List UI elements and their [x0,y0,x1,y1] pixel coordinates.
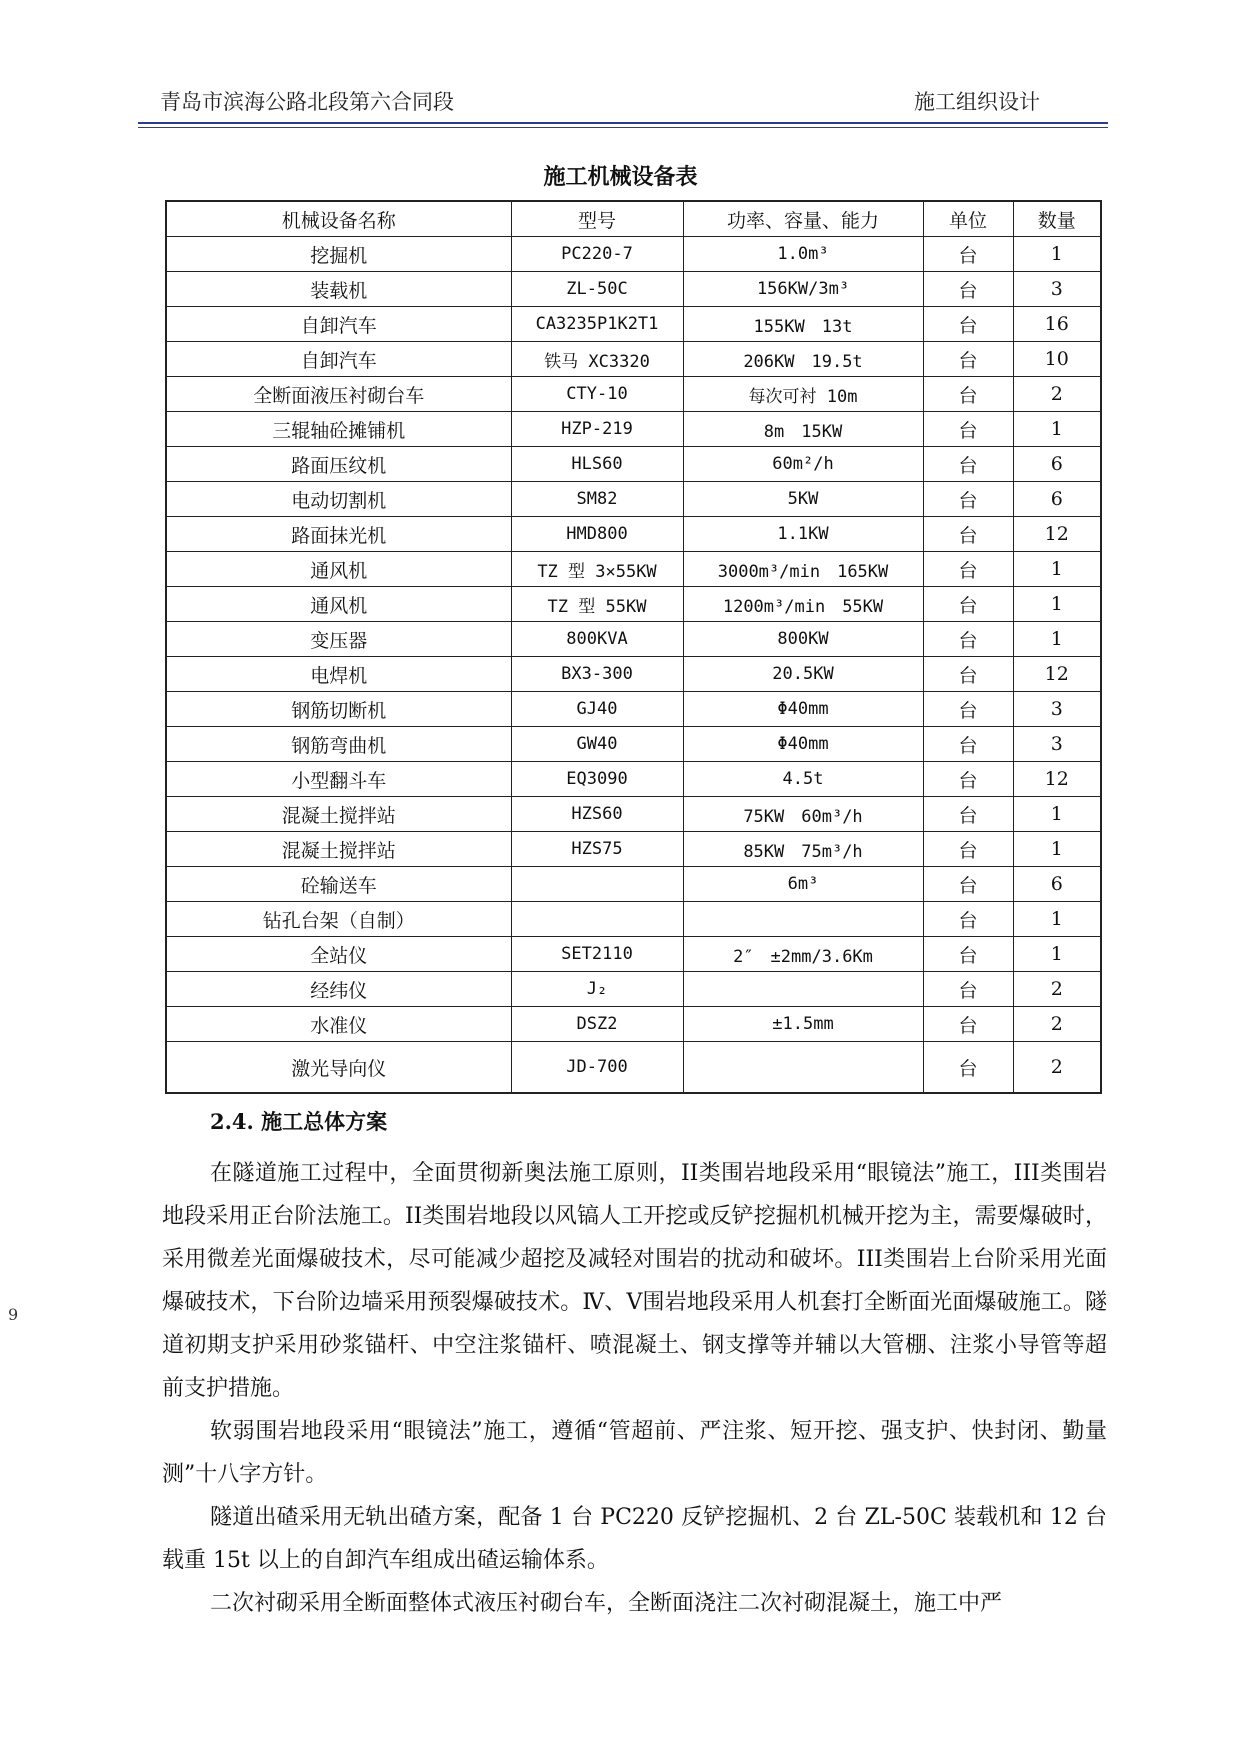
header-doc-type: 施工组织设计 [914,90,1040,114]
table-cell: 混凝土搅拌站 [166,832,511,867]
table-row [166,972,1101,1007]
table-cell: 2 [1013,1007,1101,1042]
table-row [166,587,1101,622]
table-cell: 台 [923,692,1013,727]
table-cell: EQ3090 [511,762,683,797]
table-cell [683,972,923,1007]
table-cell: 6m³ [683,867,923,902]
table-cell: 1 [1013,797,1101,832]
table-cell: Φ40mm [683,727,923,762]
table-cell: 75KW 60m³/h [683,797,923,832]
table-row [166,447,1101,482]
table-row [166,342,1101,377]
header-rule-thin [138,127,1108,128]
table-row [166,832,1101,867]
table-cell: 台 [923,587,1013,622]
table-cell: 8m 15KW [683,412,923,447]
table-cell: 10 [1013,342,1101,377]
table-cell: 12 [1013,517,1101,552]
table-cell: 60m²/h [683,447,923,482]
table-row [166,1007,1101,1042]
table-cell: 台 [923,762,1013,797]
table-cell: 台 [923,272,1013,307]
table-cell: 1 [1013,412,1101,447]
table-cell: 路面抹光机 [166,517,511,552]
table-cell: 台 [923,1007,1013,1042]
table-cell: 自卸汽车 [166,307,511,342]
column-header: 数量 [1013,201,1101,237]
table-cell: 12 [1013,762,1101,797]
table-cell: 1200m³/min 55KW [683,587,923,622]
column-header: 机械设备名称 [166,201,511,237]
section-heading: 2.4. 施工总体方案 [210,1109,388,1134]
table-cell: 台 [923,552,1013,587]
table-cell: 台 [923,727,1013,762]
table-row [166,692,1101,727]
table-cell: 台 [923,307,1013,342]
table-cell: 155KW 13t [683,307,923,342]
table-cell: 台 [923,867,1013,902]
table-cell: 800KW [683,622,923,657]
table-cell: 激光导向仪 [166,1042,511,1094]
table-cell: 1 [1013,902,1101,937]
table-cell: 台 [923,237,1013,272]
table-row [166,727,1101,762]
table-cell: TZ 型 3×55KW [511,552,683,587]
table-cell [683,1042,923,1094]
table-cell: 1 [1013,937,1101,972]
table-cell: 6 [1013,482,1101,517]
table-cell: 1.0m³ [683,237,923,272]
table-cell: CA3235P1K2T1 [511,307,683,342]
equipment-table [165,200,1102,1094]
table-cell: 路面压纹机 [166,447,511,482]
table-cell: 3 [1013,692,1101,727]
table-cell: 台 [923,342,1013,377]
table-cell: DSZ2 [511,1007,683,1042]
column-header: 型号 [511,201,683,237]
table-cell: 1 [1013,832,1101,867]
table-cell: 经纬仪 [166,972,511,1007]
table-cell: 4.5t [683,762,923,797]
table-cell: 156KW/3m³ [683,272,923,307]
table-cell: 钢筋弯曲机 [166,727,511,762]
table-cell: 三辊轴砼摊铺机 [166,412,511,447]
table-cell: 16 [1013,307,1101,342]
table-cell: 2 [1013,1042,1101,1094]
table-cell: 台 [923,797,1013,832]
paragraph: 二次衬砌采用全断面整体式液压衬砌台车，全断面浇注二次衬砌混凝土，施工中严 [210,1591,1003,1616]
paragraph: 在隧道施工过程中，全面贯彻新奥法施工原则，II类围岩地段采用“眼镜法”施工，III类围岩地段采用正台阶法施工。II类围岩地段以风镐人工开挖或反铲挖掘机机械开挖为主，需要爆破时，采用微差光面爆破技术，尽可能减少超挖及减轻对围岩的扰动和破坏。III类围岩上台阶采用光面爆破技术，下台阶边墙采用预裂爆破技术。Ⅳ、Ⅴ围岩地段采用人机套打全断面光面爆破施工。隧道初期支护采用砂浆锚杆、中空注浆锚杆、喷混凝土、钢支撑等并辅以大管棚、注浆小导管等超前支护措施。 [162,1161,1107,1401]
table-cell: 台 [923,972,1013,1007]
table-cell: 800KVA [511,622,683,657]
table-cell: 2 [1013,972,1101,1007]
paragraph: 隧道出碴采用无轨出碴方案，配备 1 台 PC220 反铲挖掘机、2 台 ZL-50C 装载机和 12 台载重 15t 以上的自卸汽车组成出碴运输体系。 [162,1505,1107,1573]
table-cell [511,902,683,937]
table-cell: 装载机 [166,272,511,307]
table-cell: Φ40mm [683,692,923,727]
table-cell: HZS60 [511,797,683,832]
table-cell: J₂ [511,972,683,1007]
table-cell: 混凝土搅拌站 [166,797,511,832]
table-cell: HZP-219 [511,412,683,447]
table-cell: 12 [1013,657,1101,692]
table-cell: 台 [923,482,1013,517]
table-cell: 1 [1013,622,1101,657]
table-cell: 台 [923,937,1013,972]
table-row [166,237,1101,272]
table-row [166,377,1101,412]
table-cell: 6 [1013,867,1101,902]
table-row [166,272,1101,307]
table-cell: PC220-7 [511,237,683,272]
table-cell: 电动切割机 [166,482,511,517]
table-cell: SET2110 [511,937,683,972]
table-cell: 1 [1013,552,1101,587]
table-row [166,412,1101,447]
table-cell: 台 [923,377,1013,412]
table-row [166,552,1101,587]
table-cell: 台 [923,832,1013,867]
table-cell: 6 [1013,447,1101,482]
header-rule-thick [138,122,1108,124]
table-header-row [166,201,1101,237]
table-cell: 通风机 [166,587,511,622]
table-cell: HZS75 [511,832,683,867]
table-cell: 206KW 19.5t [683,342,923,377]
table-cell: ±1.5mm [683,1007,923,1042]
table-row [166,307,1101,342]
table-cell: TZ 型 55KW [511,587,683,622]
table-cell: 85KW 75m³/h [683,832,923,867]
table-cell: 3 [1013,272,1101,307]
table-row [166,902,1101,937]
table-row [166,797,1101,832]
table-cell: 3000m³/min 165KW [683,552,923,587]
table-cell: 砼输送车 [166,867,511,902]
table-cell: 台 [923,517,1013,552]
section-body [162,1152,1107,1625]
table-cell: 1 [1013,237,1101,272]
table-cell: 5KW [683,482,923,517]
header-project-name: 青岛市滨海公路北段第六合同段 [160,90,454,114]
paragraph: 软弱围岩地段采用“眼镜法”施工，遵循“管超前、严注浆、短开挖、强支护、快封闭、勤量测”十八字方针。 [162,1419,1107,1487]
table-cell: 变压器 [166,622,511,657]
table-cell: 钻孔台架（自制） [166,902,511,937]
table-cell: 小型翻斗车 [166,762,511,797]
table-cell: 挖掘机 [166,237,511,272]
table-row [166,1042,1101,1094]
table-cell: 台 [923,657,1013,692]
table-cell: 通风机 [166,552,511,587]
table-row [166,517,1101,552]
table-cell: 每次可衬 10m [683,377,923,412]
table-cell: GJ40 [511,692,683,727]
table-title: 施工机械设备表 [543,164,698,190]
table-cell: 自卸汽车 [166,342,511,377]
column-header: 功率、容量、能力 [683,201,923,237]
table-cell: JD-700 [511,1042,683,1094]
table-cell: HLS60 [511,447,683,482]
table-cell: 台 [923,902,1013,937]
table-cell: 台 [923,447,1013,482]
table-cell: 20.5KW [683,657,923,692]
table-cell [511,867,683,902]
table-cell: 台 [923,412,1013,447]
page-header [160,86,1050,116]
table-cell: GW40 [511,727,683,762]
table-row [166,762,1101,797]
table-cell: 铁马 XC3320 [511,342,683,377]
table-cell: SM82 [511,482,683,517]
table-cell: 2 [1013,377,1101,412]
page-number: 9 [8,1305,19,1324]
table-row [166,482,1101,517]
table-cell: 全断面液压衬砌台车 [166,377,511,412]
table-cell: HMD800 [511,517,683,552]
table-row [166,867,1101,902]
table-row [166,622,1101,657]
table-row [166,657,1101,692]
table-cell: 全站仪 [166,937,511,972]
table-cell: CTY-10 [511,377,683,412]
table-cell: BX3-300 [511,657,683,692]
column-header: 单位 [923,201,1013,237]
table-cell: 钢筋切断机 [166,692,511,727]
table-cell: 1 [1013,587,1101,622]
table-cell [683,902,923,937]
table-cell: 台 [923,622,1013,657]
table-cell: 3 [1013,727,1101,762]
table-cell: 台 [923,1042,1013,1094]
table-cell: 2″ ±2mm/3.6Km [683,937,923,972]
table-cell: 水准仪 [166,1007,511,1042]
table-cell: ZL-50C [511,272,683,307]
table-cell: 1.1KW [683,517,923,552]
table-cell: 电焊机 [166,657,511,692]
table-row [166,937,1101,972]
